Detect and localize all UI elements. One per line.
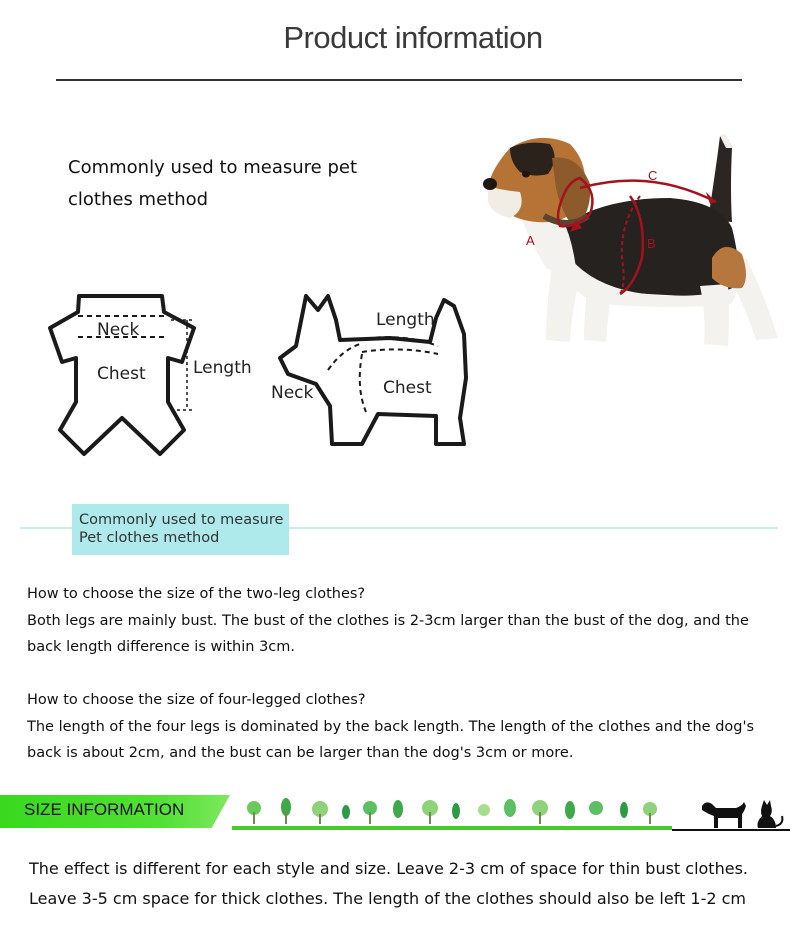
two-leg-line-2: back length difference is within 3cm. bbox=[27, 639, 296, 655]
footer-note bbox=[29, 854, 789, 913]
four-leg-section bbox=[27, 687, 787, 767]
badge-line-2: Pet clothes method bbox=[79, 530, 220, 546]
banner-green-rule bbox=[232, 826, 672, 830]
four-leg-line-1: The length of the four legs is dominated by the back length. The length of the clothes and the dog's bbox=[27, 718, 755, 735]
label-length-dog: Length bbox=[376, 310, 435, 330]
title-divider bbox=[56, 79, 742, 81]
intro-line-2: clothes method bbox=[68, 189, 209, 210]
measure-label-b: B bbox=[647, 236, 656, 251]
intro-line-1: Commonly used to measure pet bbox=[68, 157, 358, 178]
page-title: Product information bbox=[283, 20, 543, 55]
trees-decoration bbox=[240, 796, 680, 828]
four-leg-question: How to choose the size of four-legged clothes? bbox=[27, 692, 366, 708]
size-information-label: SIZE INFORMATION bbox=[24, 800, 185, 819]
two-leg-question: How to choose the size of the two-leg clothes? bbox=[27, 586, 366, 602]
badge-line-1: Commonly used to measure bbox=[79, 512, 284, 528]
label-chest-two-leg: Chest bbox=[97, 364, 146, 384]
label-chest-dog: Chest bbox=[383, 378, 432, 398]
intro-text bbox=[68, 152, 388, 216]
two-leg-section bbox=[27, 581, 787, 661]
two-leg-line-1: Both legs are mainly bust. The bust of the clothes is 2-3cm larger than the bust of the dog, and the bbox=[27, 612, 749, 629]
label-neck-dog: Neck bbox=[271, 383, 314, 403]
label-length-two-leg: Length bbox=[193, 358, 252, 378]
dog-silhouette-diagram bbox=[270, 288, 480, 453]
method-badge-text bbox=[79, 511, 283, 547]
dog-and-cat-icon bbox=[672, 796, 792, 834]
label-neck-two-leg: Neck bbox=[97, 320, 140, 340]
four-leg-line-2: back is about 2cm, and the bust can be larger than the dog's 3cm or more. bbox=[27, 745, 574, 761]
measure-label-c: C bbox=[648, 168, 658, 183]
measure-label-a: A bbox=[526, 233, 535, 248]
footer-line-1: The effect is different for each style and size. Leave 2-3 cm of space for thin bust clothes. bbox=[29, 859, 748, 878]
footer-line-2: Leave 3-5 cm space for thick clothes. The length of the clothes should also be left 1-2 cm bbox=[29, 888, 747, 908]
